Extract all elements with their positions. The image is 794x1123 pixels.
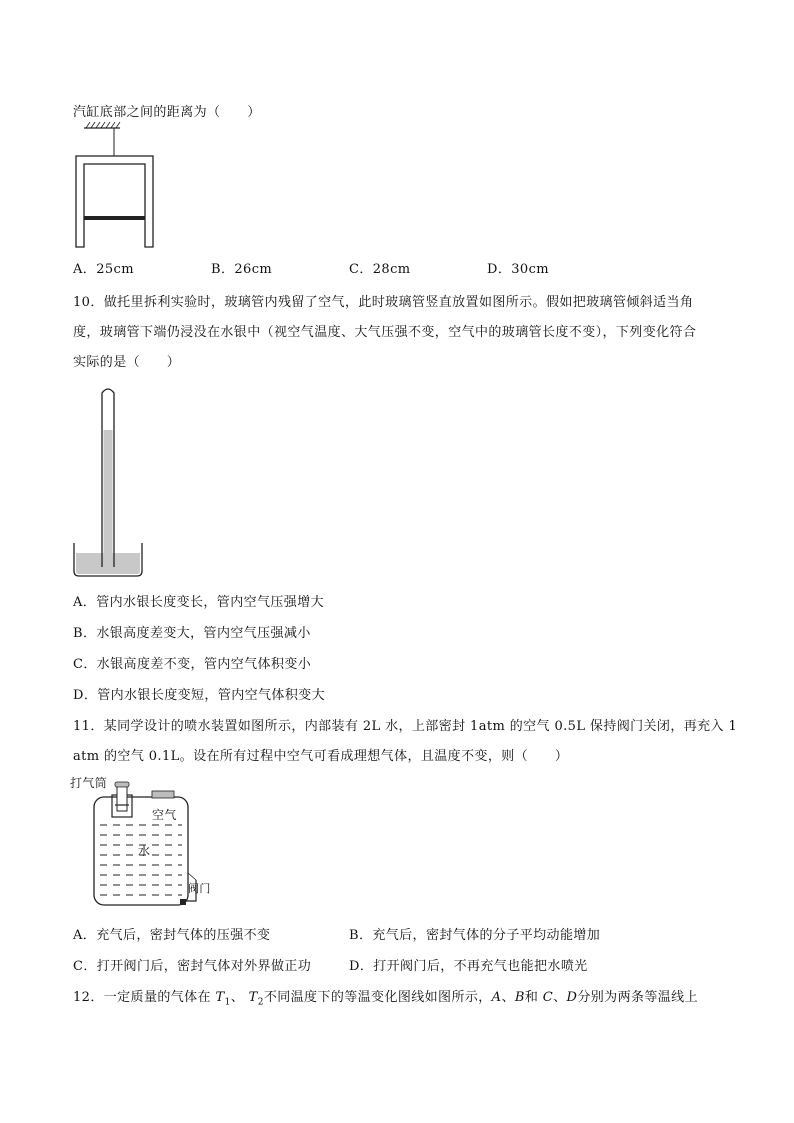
q10-option-a: A．管内水银长度变长，管内空气压强增大	[73, 595, 324, 610]
q10-stem-line3: 实际的是（ ）	[73, 355, 181, 370]
q11-option-a: A．充气后，密封气体的压强不变	[73, 928, 271, 943]
q12-t2-sub: 2	[257, 997, 264, 1008]
q12-suffix: 分别为两条等温线上	[577, 990, 698, 1005]
q12-prefix: 12．一定质量的气体在	[73, 990, 216, 1005]
q9-option-c: C．28cm	[349, 262, 411, 277]
torricelli-tube-figure	[70, 385, 150, 580]
q10-option-b: B．水银高度差变大，管内空气压强减小	[73, 626, 311, 641]
q12-he: 和	[524, 990, 543, 1005]
sprayer-figure	[70, 775, 220, 915]
q10-stem-line1: 10．做托里拆利实验时，玻璃管内残留了空气，此时玻璃管竖直放置如图所示。假如把玻璃管倾斜适当角	[73, 295, 694, 310]
q11-option-d: D．打开阀门后，不再充气也能把水喷光	[349, 959, 588, 974]
q12-stem-line1	[73, 990, 698, 1011]
valve-label: 阀门	[188, 882, 211, 895]
q10-option-c: C．水银高度差不变，管内空气体积变小	[73, 657, 312, 672]
q10-option-d: D．管内水银长度变短，管内空气体积变大	[73, 688, 326, 703]
q9-option-b: B．26cm	[211, 262, 273, 277]
cylinder-piston-figure	[70, 120, 160, 250]
q12-t1: T	[215, 990, 225, 1005]
q12-comma: 、	[501, 990, 515, 1005]
q11-option-b: B．充气后，密封气体的分子平均动能增加	[349, 928, 601, 943]
q12-middle: 不同温度下的等温变化图线如图所示，	[263, 990, 492, 1005]
q9-stem-tail: 汽缸底部之间的距离为（ ）	[73, 105, 261, 120]
q12-point-a: A	[491, 990, 502, 1005]
air-label: 空气	[152, 808, 177, 822]
q10-stem-line2: 度，玻璃管下端仍浸没在水银中（视空气温度、大气压强不变，空气中的玻璃管长度不变），下列变化符合	[73, 325, 697, 340]
q11-option-c: C．打开阀门后，密封气体对外界做正功	[73, 959, 312, 974]
water-label: 水	[138, 844, 151, 858]
q11-stem-line2: atm 的空气 0.1L。设在所有过程中空气可看成理想气体，且温度不变，则（ ）	[73, 749, 569, 764]
q12-point-d: D	[566, 990, 578, 1005]
q12-point-c: C	[542, 990, 554, 1005]
q12-sep: 、	[230, 990, 249, 1005]
q9-option-a: A．25cm	[73, 262, 134, 277]
q12-comma2: 、	[553, 990, 567, 1005]
q12-t2: T	[248, 990, 258, 1005]
pump-label: 打气筒	[70, 776, 108, 790]
q11-stem-line1: 11．某同学设计的喷水装置如图所示，内部装有 2L 水，上部密封 1atm 的空气 0.5L 保持阀门关闭，再充入 1	[73, 719, 738, 734]
q12-point-b: B	[514, 990, 525, 1005]
q9-option-d: D．30cm	[487, 262, 549, 277]
q12-t1-sub: 1	[224, 997, 231, 1008]
